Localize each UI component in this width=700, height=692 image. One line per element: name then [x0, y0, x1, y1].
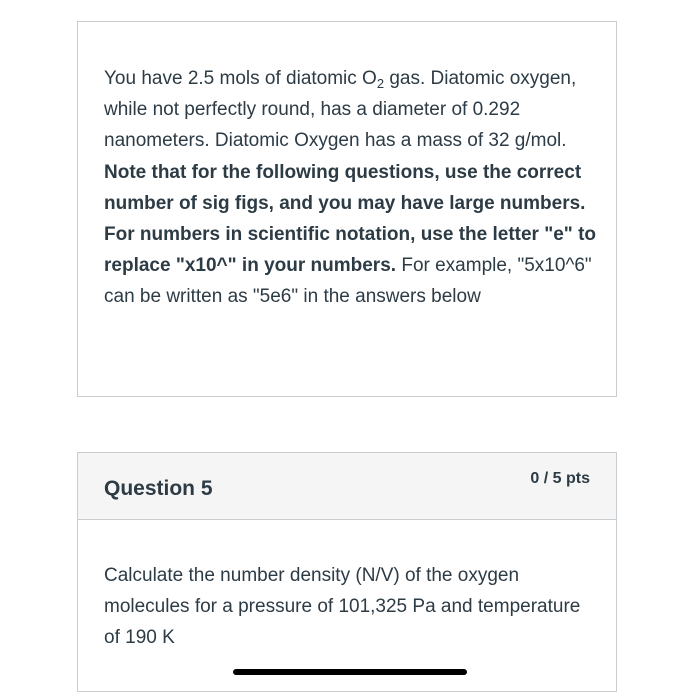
question-points: 0 / 5 pts [530, 470, 590, 487]
intro-text-part-3: For example, "5x10^6" can be written as "5e6" in the answers below [104, 255, 592, 308]
intro-text-part-2: gas. Diatomic oxygen, while not perfectly round, has a diameter of 0.292 nanometers. Diatomic Oxygen has a mass of 32 g/mol. [104, 68, 577, 152]
intro-card [77, 21, 617, 397]
question-header [78, 453, 616, 520]
intro-text-part-1: You have 2.5 mols of diatomic O [104, 68, 377, 89]
question-title: Question 5 [104, 477, 213, 500]
intro-text [104, 63, 604, 313]
question-text: Calculate the number density (N/V) of the oxygen molecules for a pressure of 101,325 Pa and temperature of 190 K [104, 565, 581, 649]
o2-subscript: 2 [376, 76, 385, 91]
question-card [77, 452, 617, 692]
home-indicator[interactable] [233, 669, 467, 675]
intro-bold-instructions: Note that for the following questions, use the correct number of sig figs, and you may have large numbers. For numbers in scientific notation, use the letter "e" to replace "x10^" in your numbers. [104, 161, 597, 277]
